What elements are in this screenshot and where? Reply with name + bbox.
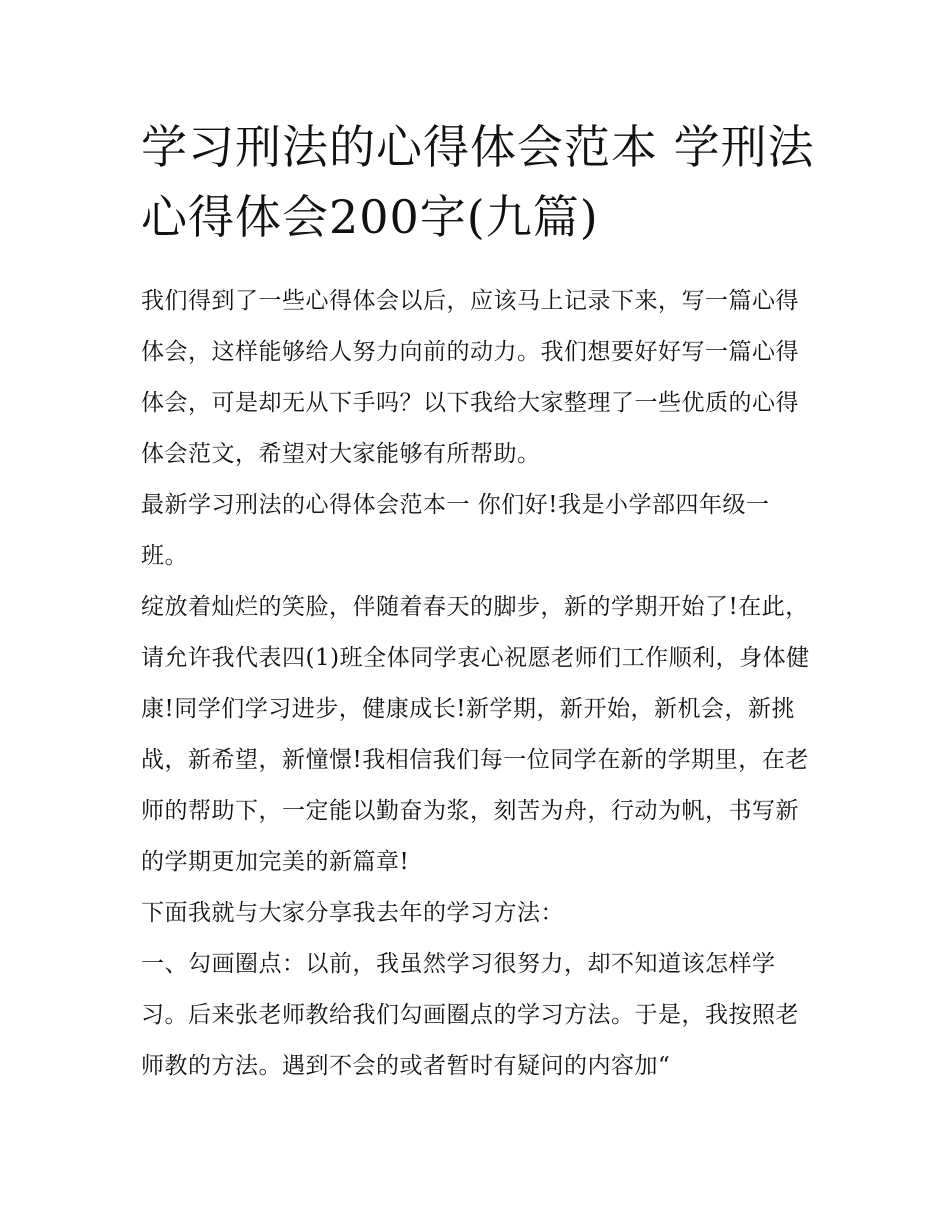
document-title: 学习刑法的心得体会范本 学刑法心得体会200字(九篇) (141, 120, 815, 244)
section-heading-paragraph: 最新学习刑法的心得体会范本一 你们好!我是小学部四年级一班。 (141, 492, 770, 569)
document-page (141, 112, 816, 1092)
body-paragraph: 绽放着灿烂的笑脸，伴随着春天的脚步，新的学期开始了!在此，请允许我代表四(1)班全体同学衷心祝愿老师们工作顺利，身体健康!同学们学习进步，健康成长!新学期，新开始，新机会，新挑战，新希望，新憧憬!我相信我们每一位同学在新的学期里，在老师的帮助下，一定能以勤奋为浆，刻苦为舟，行动为帆，书写新的学期更加完美的新篇章! (141, 594, 810, 875)
intro-paragraph: 我们得到了一些心得体会以后，应该马上记录下来，写一篇心得体会，这样能够给人努力向前的动力。我们想要好好写一篇心得体会，可是却无从下手吗？以下我给大家整理了一些优质的心得体会范文，希望对大家能够有所帮助。 (141, 288, 799, 467)
body-paragraph: 下面我就与大家分享我去年的学习方法： (141, 900, 564, 926)
body-paragraph: 一、勾画圈点：以前，我虽然学习很努力，却不知道该怎样学习。后来张老师教给我们勾画圈点的学习方法。于是，我按照老师教的方法。遇到不会的或者暂时有疑问的内容加“ (141, 951, 799, 1079)
